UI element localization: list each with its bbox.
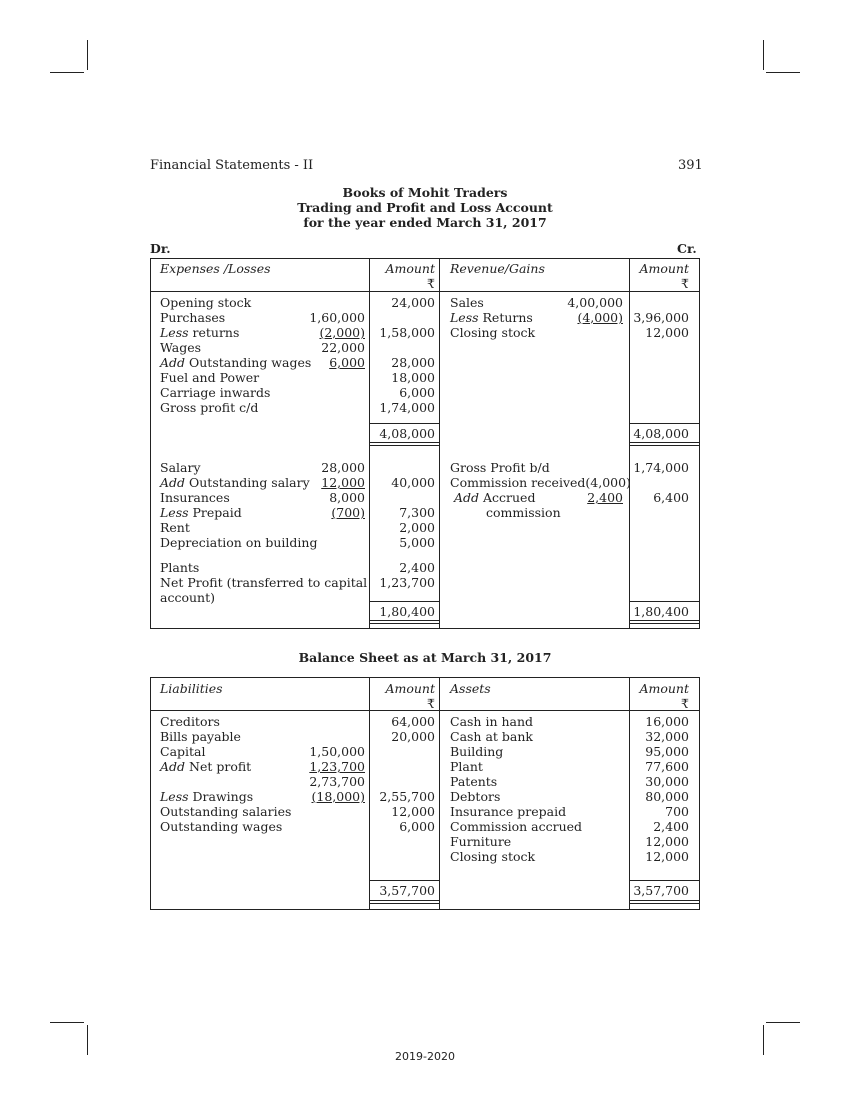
prepaid-value: (700) — [331, 505, 365, 520]
creditors-label: Creditors — [160, 714, 220, 729]
creditors-amount: 64,000 — [391, 714, 435, 729]
wages-value: 22,000 — [321, 340, 365, 355]
asset-amount: 12,000 — [645, 849, 689, 864]
opening-stock-amount: 24,000 — [391, 295, 435, 310]
rupee-symbol: ₹ — [427, 696, 435, 711]
asset-label: Debtors — [450, 789, 501, 804]
asset-amount: 80,000 — [645, 789, 689, 804]
pl-title-period: for the year ended March 31, 2017 — [303, 215, 547, 230]
dr-label: Dr. — [150, 241, 171, 256]
col-header-amount: Amount — [385, 261, 435, 276]
asset-label: Furniture — [450, 834, 512, 849]
insurance-total-amount: 7,300 — [399, 505, 435, 520]
less-returns-label: Less returns — [160, 325, 240, 340]
rent-amount: 2,000 — [399, 520, 435, 535]
prepaid-label: Less Prepaid — [160, 505, 242, 520]
outstanding-wages-value: 6,000 — [329, 355, 365, 370]
footer-year: 2019-2020 — [395, 1050, 455, 1063]
asset-label: Patents — [450, 774, 498, 789]
plants-label: Plants — [160, 560, 200, 575]
crop-mark — [766, 1022, 800, 1023]
running-header: Financial Statements - II — [150, 158, 314, 173]
wages-label: Wages — [160, 340, 202, 355]
add-net-profit-label: Add Net profit — [160, 759, 252, 774]
commission-total-amount: 6,400 — [653, 490, 689, 505]
balance-sheet-title: Balance Sheet as at March 31, 2017 — [298, 650, 552, 665]
outstanding-wages-amount: 6,000 — [399, 819, 435, 834]
salary-value: 28,000 — [321, 460, 365, 475]
carriage-inwards-label: Carriage inwards — [160, 385, 271, 400]
crop-mark — [50, 72, 84, 73]
cr-label: Cr. — [677, 241, 697, 256]
asset-label: Cash in hand — [450, 714, 534, 729]
net-purchases-amount: 1,58,000 — [379, 325, 435, 340]
net-profit-amount: 1,23,700 — [379, 575, 435, 590]
gross-profit-bd-label: Gross Profit b/d — [450, 460, 550, 475]
pl-title-account: Trading and Profit and Loss Account — [297, 200, 553, 215]
closing-stock-amount: 12,000 — [645, 325, 689, 340]
capital-total-amount: 2,55,700 — [379, 789, 435, 804]
rent-label: Rent — [160, 520, 190, 535]
capital-value: 1,50,000 — [309, 744, 365, 759]
asset-label: Insurance prepaid — [450, 804, 567, 819]
asset-amount: 2,400 — [653, 819, 689, 834]
asset-amount: 32,000 — [645, 729, 689, 744]
insurances-value: 8,000 — [329, 490, 365, 505]
sales-value: 4,00,000 — [567, 295, 623, 310]
capital-label: Capital — [160, 744, 206, 759]
pl-total-dr: 1,80,400 — [379, 604, 435, 619]
capital-subtotal: 2,73,700 — [309, 774, 365, 789]
asset-amount: 700 — [665, 804, 689, 819]
asset-label: Building — [450, 744, 504, 759]
outstanding-salary-label: Add Outstanding salary — [160, 475, 310, 490]
crop-mark — [766, 72, 800, 73]
closing-stock-label: Closing stock — [450, 325, 536, 340]
asset-label: Plant — [450, 759, 483, 774]
col-header-assets: Assets — [450, 681, 491, 696]
col-header-amount: Amount — [385, 681, 435, 696]
insurances-label: Insurances — [160, 490, 230, 505]
page-number: 391 — [678, 158, 703, 173]
col-header-liabilities: Liabilities — [160, 681, 223, 696]
net-profit-label: Net Profit (transferred to capital — [160, 575, 368, 590]
outstanding-wages-label: Add Outstanding wages — [160, 355, 312, 370]
accrued-label: Add Accrued — [454, 490, 536, 505]
purchases-value: 1,60,000 — [309, 310, 365, 325]
salary-label: Salary — [160, 460, 201, 475]
purchase-returns-value: (2,000) — [319, 325, 365, 340]
asset-label: Closing stock — [450, 849, 536, 864]
rupee-symbol: ₹ — [681, 276, 689, 291]
commission-received-label: Commission received(4,000) — [450, 475, 631, 490]
asset-amount: 95,000 — [645, 744, 689, 759]
fuel-power-amount: 18,000 — [391, 370, 435, 385]
less-drawings-label: Less Drawings — [160, 789, 254, 804]
sales-returns-value: (4,000) — [577, 310, 623, 325]
asset-amount: 77,600 — [645, 759, 689, 774]
wages-total-amount: 28,000 — [391, 355, 435, 370]
outstanding-wages-label: Outstanding wages — [160, 819, 283, 834]
col-header-revenue: Revenue/Gains — [450, 261, 545, 276]
trading-total-dr: 4,08,000 — [379, 426, 435, 441]
asset-amount: 12,000 — [645, 834, 689, 849]
salary-total-amount: 40,000 — [391, 475, 435, 490]
gross-profit-cd-amount: 1,74,000 — [379, 400, 435, 415]
crop-mark — [87, 40, 88, 70]
opening-stock-label: Opening stock — [160, 295, 252, 310]
gross-profit-bd-amount: 1,74,000 — [633, 460, 689, 475]
accrued-value: 2,400 — [587, 490, 623, 505]
plants-amount: 2,400 — [399, 560, 435, 575]
fuel-power-label: Fuel and Power — [160, 370, 260, 385]
bills-payable-amount: 20,000 — [391, 729, 435, 744]
col-header-amount: Amount — [639, 261, 689, 276]
commission-label-cont: commission — [486, 505, 561, 520]
depreciation-amount: 5,000 — [399, 535, 435, 550]
balance-sheet-table — [150, 677, 700, 910]
col-header-amount: Amount — [639, 681, 689, 696]
balance-total-assets: 3,57,700 — [633, 883, 689, 898]
col-header-expenses: Expenses /Losses — [160, 261, 271, 276]
outstanding-salary-value: 12,000 — [321, 475, 365, 490]
asset-amount: 30,000 — [645, 774, 689, 789]
crop-mark — [763, 40, 764, 70]
asset-amount: 16,000 — [645, 714, 689, 729]
sales-returns-label: Less Returns — [450, 310, 533, 325]
net-profit-label-cont: account) — [160, 590, 215, 605]
trading-total-cr: 4,08,000 — [633, 426, 689, 441]
sales-label: Sales — [450, 295, 484, 310]
net-profit-value: 1,23,700 — [309, 759, 365, 774]
outstanding-salaries-label: Outstanding salaries — [160, 804, 292, 819]
outstanding-salaries-amount: 12,000 — [391, 804, 435, 819]
carriage-inwards-amount: 6,000 — [399, 385, 435, 400]
crop-mark — [50, 1022, 84, 1023]
asset-label: Commission accrued — [450, 819, 583, 834]
net-sales-amount: 3,96,000 — [633, 310, 689, 325]
pl-total-cr: 1,80,400 — [633, 604, 689, 619]
pl-account-table — [150, 258, 700, 629]
rupee-symbol: ₹ — [427, 276, 435, 291]
gross-profit-cd-label: Gross profit c/d — [160, 400, 259, 415]
drawings-value: (18,000) — [311, 789, 365, 804]
depreciation-label: Depreciation on building — [160, 535, 318, 550]
balance-total-liabilities: 3,57,700 — [379, 883, 435, 898]
bills-payable-label: Bills payable — [160, 729, 241, 744]
rupee-symbol: ₹ — [681, 696, 689, 711]
asset-label: Cash at bank — [450, 729, 533, 744]
pl-title-books: Books of Mohit Traders — [342, 185, 508, 200]
purchases-label: Purchases — [160, 310, 226, 325]
